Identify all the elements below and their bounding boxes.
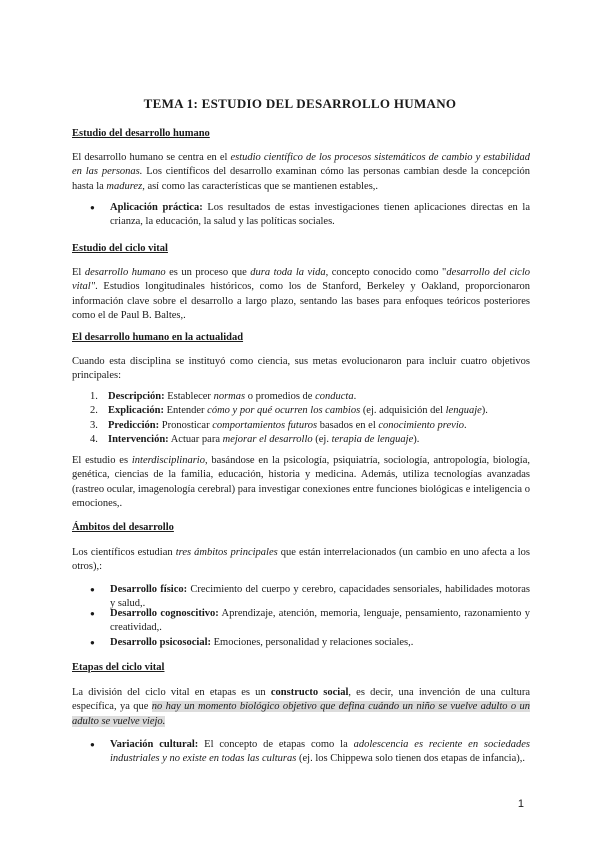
paragraph-interdisciplinario: El estudio es interdisciplinario, basándose en la psicología, psiquiatría, sociología, antropología, biología, genética, ciencias de la familia, educación, historia y medicina. Además, utiliza tecnologías avanzadas (rastreo ocular, imagenología cerebral) para investigar conexiones entre funciones biológicas e inteligencia o emociones,.	[72, 455, 530, 510]
bullet-icon: ●	[90, 609, 95, 618]
bullet-desarrollo-fisico: ● Desarrollo físico: Crecimiento del cuerpo y cerebro, capacidades sensoriales, habilidades motoras y salud,.	[90, 584, 531, 610]
bullet-icon: ●	[90, 585, 95, 594]
bullet-icon: ●	[90, 740, 95, 749]
list-item: 1. Descripción: Establecer normas o promedios de conducta.	[90, 391, 357, 402]
bullet-variacion-cultural: ● Variación cultural: El concepto de etapas como la adolescencia es reciente en sociedades industriales y no existe en todas las culturas (ej. los Chippewa solo tienen dos etapas de infancia),.	[90, 739, 531, 765]
highlighted-text: no hay un momento biológico objetivo que defina cuándo un niño se vuelve adulto o un adulto se vuelve viejo.	[72, 701, 530, 727]
paragraph-desarrollo-humano: El desarrollo humano se centra en el estudio científico de los procesos sistemáticos de cambio y estabilidad en las personas. Los científicos del desarrollo examinan cómo las personas cambian desde la concepción hasta la madurez, así como las características que se mantienen estables,.	[72, 152, 531, 192]
bullet-icon: ●	[90, 638, 95, 647]
list-item: 4. Intervención: Actuar para mejorar el desarrollo (ej. terapia de lenguaje).	[90, 434, 420, 446]
bullet-aplicacion-practica: ● Aplicación práctica: Los resultados de estas investigaciones tienen aplicaciones directas en la crianza, la educación, la salud y las políticas sociales.	[90, 202, 530, 228]
bullet-desarrollo-psicosocial: ● Desarrollo psicosocial: Emociones, personalidad y relaciones sociales,.	[90, 636, 530, 650]
paragraph-etapas: La división del ciclo vital en etapas es un constructo social, es decir, una invención de una cultura específica, ya que no hay un momento biológico objetivo que defina cuándo un niño se vuelve adulto o un adulto se vuelve viejo.	[72, 687, 531, 727]
section-heading-ciclo-vital: Estudio del ciclo vital	[72, 243, 168, 254]
page-number: 1	[517, 798, 524, 810]
section-heading-actualidad: El desarrollo humano en la actualidad	[72, 332, 244, 343]
list-item: 3. Predicción: Pronosticar comportamientos futuros basados en el conocimiento previo.	[90, 419, 467, 431]
paragraph-ciclo-vital: El desarrollo humano es un proceso que dura toda la vida, concepto conocido como "desarrollo del ciclo vital". Estudios longitudinales históricos, como los de Stanford, Berkeley y Oakland, proporcionaron información clave sobre el desarrollo a largo plazo, sentando las bases para enfoques teóricos posteriores como el de Paul B. Baltes,.	[72, 267, 530, 322]
paragraph-metas-intro: Cuando esta disciplina se instituyó como ciencia, sus metas evolucionaron para incluir cuatro objetivos principales:	[72, 356, 530, 382]
bullet-desarrollo-cognoscitivo: ● Desarrollo cognoscitivo: Aprendizaje, atención, memoria, lenguaje, pensamiento, razonamiento y creatividad,.	[90, 608, 530, 634]
bullet-icon: ●	[90, 203, 95, 212]
section-heading-etapas: Etapas del ciclo vital	[72, 662, 165, 673]
paragraph-ambitos-intro: Los científicos estudian tres ámbitos principales que están interrelacionados (un cambio en uno afecta a los otros),:	[72, 547, 531, 573]
page-title: TEMA 1: ESTUDIO DEL DESARROLLO HUMANO	[143, 96, 457, 111]
section-heading-ambitos: Ámbitos del desarrollo	[72, 522, 174, 533]
list-item: 2. Explicación: Entender cómo y por qué ocurren los cambios (ej. adquisición del lenguaje).	[90, 405, 488, 417]
section-heading-estudio-desarrollo: Estudio del desarrollo humano	[72, 128, 210, 139]
objectives-list	[90, 390, 528, 448]
